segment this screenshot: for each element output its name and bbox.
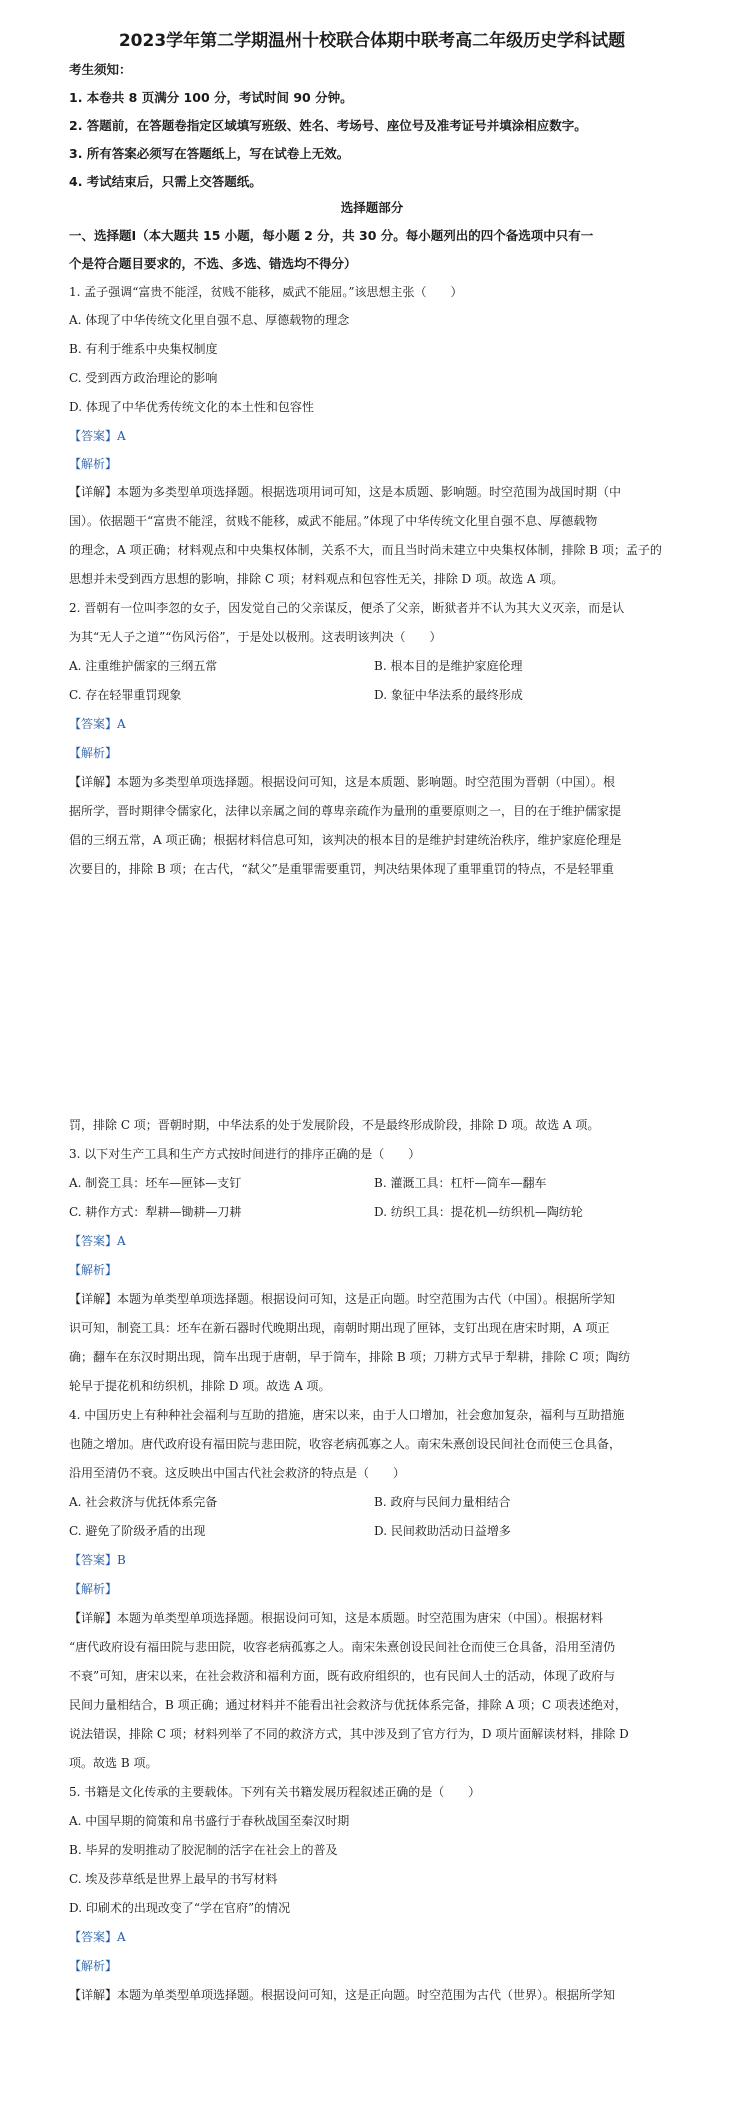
q2-stem-2: 为其“无人子之道”“伤风污俗”，于是处以极刑。这表明该判决（ ） [69, 630, 442, 644]
q5-answer-value: A [117, 1930, 126, 1944]
q2-option-d: D. 象征中华法系的最终形成 [374, 688, 523, 702]
page-title: 2023学年第二学期温州十校联合体期中联考高二年级历史学科试题 [118, 31, 626, 51]
q1-answer [69, 428, 689, 444]
q2-stem-1: 2. 晋朝有一位叫李忽的女子，因发觉自己的父亲谋反，便杀了父亲，断狱者并不认为其大义灭亲，而是认 [69, 601, 625, 615]
q4-detail-6: 项。故选 B 项。 [69, 1756, 158, 1770]
q5-option-c: C. 埃及莎草纸是世界上最早的书写材料 [69, 1872, 278, 1886]
q5-option-b: B. 毕昇的发明推动了胶泥制的活字在社会上的普及 [69, 1843, 338, 1857]
section-title: 选择题部分 [340, 200, 404, 215]
q3-detail-3: 确；翻车在东汉时期出现，筒车出现于唐朝，早于筒车，排除 B 项；刀耕方式早于犁耕，排除 C 项；陶纺 [69, 1350, 631, 1364]
answer-label: 【答案】 [69, 717, 118, 731]
q4-option-b: B. 政府与民间力量相结合 [374, 1495, 511, 1509]
q2-option-c: C. 存在轻罪重罚现象 [69, 688, 182, 702]
q3-option-a: A. 制瓷工具：坯车—匣钵—支钉 [69, 1176, 242, 1190]
notice-item-2: 2. 答题前，在答题卷指定区域填写班级、姓名、考场号、座位号及准考证号并填涂相应数字。 [69, 118, 587, 133]
q2-answer-value: A [117, 717, 126, 731]
q4-detail-4: 民间力量相结合，B 项正确；通过材料并不能看出社会救济与优抚体系完备，排除 A 项；C 项表述绝对， [69, 1698, 627, 1712]
q4-detail-2: “唐代政府设有福田院与悲田院，收容老病孤寡之人。南宋朱熹创设民间社仓而使三仓具备，沿用至清仍 [69, 1640, 616, 1654]
q2-detail-5: 罚，排除 C 项；晋朝时期，中华法系的处于发展阶段，不是最终形成阶段，排除 D 项。故选 A 项。 [69, 1118, 600, 1132]
q1-option-d: D. 体现了中华优秀传统文化的本土性和包容性 [69, 400, 314, 414]
q1-option-a: A. 体现了中华传统文化里自强不息、厚德载物的理念 [69, 313, 350, 327]
q1-detail-2: 国）。依据题干“富贵不能淫，贫贱不能移，威武不能屈。”体现了中华传统文化里自强不息、厚德载物 [69, 514, 598, 528]
q3-detail-4: 轮早于提花机和纺织机，排除 D 项。故选 A 项。 [69, 1379, 331, 1393]
q4-analysis-label: 【解析】 [69, 1582, 118, 1596]
notice-item-1: 1. 本卷共 8 页满分 100 分，考试时间 90 分钟。 [69, 90, 353, 105]
answer-label: 【答案】 [69, 1930, 118, 1944]
q2-detail-1: 【详解】本题为多类型单项选择题。根据设问可知，这是本质题、影响题。时空范围为晋朝（中国）。根 [69, 775, 616, 789]
q3-answer-value: A [117, 1234, 126, 1248]
q3-answer [69, 1233, 689, 1249]
q4-stem-3: 沿用至清仍不衰。这反映出中国古代社会救济的特点是（ ） [69, 1466, 406, 1480]
answer-label: 【答案】 [69, 1234, 118, 1248]
notice-item-3: 3. 所有答案必须写在答题纸上，写在试卷上无效。 [69, 146, 350, 161]
q1-analysis-label: 【解析】 [69, 457, 118, 471]
q2-answer [69, 716, 689, 732]
q3-detail-1: 【详解】本题为单类型单项选择题。根据设问可知，这是正向题。时空范围为古代（中国）。根据所学知 [69, 1292, 616, 1306]
q4-detail-1: 【详解】本题为单类型单项选择题。根据设问可知，这是本质题。时空范围为唐宋（中国）。根据材料 [69, 1611, 604, 1625]
q1-option-b: B. 有利于维系中央集权制度 [69, 342, 218, 356]
q5-answer [69, 1929, 689, 1945]
notice-item-4: 4. 考试结束后，只需上交答题纸。 [69, 174, 262, 189]
q1-answer-value: A [117, 429, 126, 443]
q5-detail-1: 【详解】本题为单类型单项选择题。根据设问可知，这是正向题。时空范围为古代（世界）。根据所学知 [69, 1988, 616, 2002]
q3-analysis-label: 【解析】 [69, 1263, 118, 1277]
q1-option-c: C. 受到西方政治理论的影响 [69, 371, 218, 385]
q3-option-b: B. 灌溉工具：杠杆—筒车—翻车 [374, 1176, 547, 1190]
q2-option-a: A. 注重维护儒家的三纲五常 [69, 659, 218, 673]
q2-option-b: B. 根本目的是维护家庭伦理 [374, 659, 523, 673]
q1-detail-1: 【详解】本题为多类型单项选择题。根据选项用词可知，这是本质题、影响题。时空范围为战国时期（中 [69, 485, 622, 499]
q4-option-c: C. 避免了阶级矛盾的出现 [69, 1524, 206, 1538]
q2-detail-3: 倡的三纲五常，A 项正确；根据材料信息可知，该判决的根本目的是维护封建统治秩序，维护家庭伦理是 [69, 833, 622, 847]
q4-stem-2: 也随之增加。唐代政府设有福田院与悲田院，收容老病孤寡之人。南宋朱熹创设民间社仓而使三仓具备， [69, 1437, 622, 1451]
q5-stem: 5. 书籍是文化传承的主要载体。下列有关书籍发展历程叙述正确的是（ ） [69, 1785, 481, 1799]
q1-detail-4: 思想并未受到西方思想的影响，排除 C 项；材料观点和包容性无关，排除 D 项。故选 A 项。 [69, 572, 564, 586]
section-intro-line-2: 个是符合题目要求的，不选、多选、错选均不得分） [69, 256, 357, 271]
q5-analysis-label: 【解析】 [69, 1959, 118, 1973]
q3-option-d: D. 纺织工具：提花机—纺织机—陶纺轮 [374, 1205, 583, 1219]
q1-stem: 1. 孟子强调“富贵不能淫，贫贱不能移，威武不能屈。”该思想主张（ ） [69, 285, 463, 299]
answer-label: 【答案】 [69, 429, 118, 443]
notice-heading: 考生须知： [69, 62, 132, 77]
answer-label: 【答案】 [69, 1553, 118, 1567]
q4-detail-3: 不衰”可知，唐宋以来，在社会救济和福利方面，既有政府组织的，也有民间人士的活动，体现了政府与 [69, 1669, 616, 1683]
q3-detail-2: 识可知，制瓷工具：坯车在新石器时代晚期出现，南朝时期出现了匣钵，支钉出现在唐宋时期，A 项正 [69, 1321, 610, 1335]
q4-detail-5: 说法错误，排除 C 项；材料列举了不同的救济方式，其中涉及到了官方行为，D 项片面解读材料，排除 D [69, 1727, 629, 1741]
q4-stem-1: 4. 中国历史上有种种社会福利与互助的措施，唐宋以来，由于人口增加，社会愈加复杂，福利与互助措施 [69, 1408, 625, 1422]
section-intro-line-1: 一、选择题Ⅰ（本大题共 15 小题，每小题 2 分，共 30 分。每小题列出的四个备选项中只有一 [69, 228, 594, 243]
q5-option-d: D. 印刷术的出现改变了“学在官府”的情况 [69, 1901, 291, 1915]
q1-detail-3: 的理念，A 项正确；材料观点和中央集权体制，关系不大，而且当时尚未建立中央集权体制，排除 B 项；孟子的 [69, 543, 662, 557]
q4-option-d: D. 民间救助活动日益增多 [374, 1524, 511, 1538]
q2-analysis-label: 【解析】 [69, 746, 118, 760]
q2-detail-4: 次要目的，排除 B 项；在古代，“弑父”是重罪需要重罚，判决结果体现了重罪重罚的特点，不是轻罪重 [69, 862, 614, 876]
q3-stem: 3. 以下对生产工具和生产方式按时间进行的排序正确的是（ ） [69, 1147, 421, 1161]
q2-detail-2: 据所学，晋时期律令儒家化，法律以亲属之间的尊卑亲疏作为量刑的重要原则之一，目的在于维护儒家提 [69, 804, 622, 818]
q4-option-a: A. 社会救济与优抚体系完备 [69, 1495, 218, 1509]
q4-answer [69, 1552, 689, 1568]
q5-option-a: A. 中国早期的简策和帛书盛行于春秋战国至秦汉时期 [69, 1814, 350, 1828]
q3-option-c: C. 耕作方式：犁耕—锄耕—刀耕 [69, 1205, 242, 1219]
q4-answer-value: B [117, 1553, 126, 1567]
